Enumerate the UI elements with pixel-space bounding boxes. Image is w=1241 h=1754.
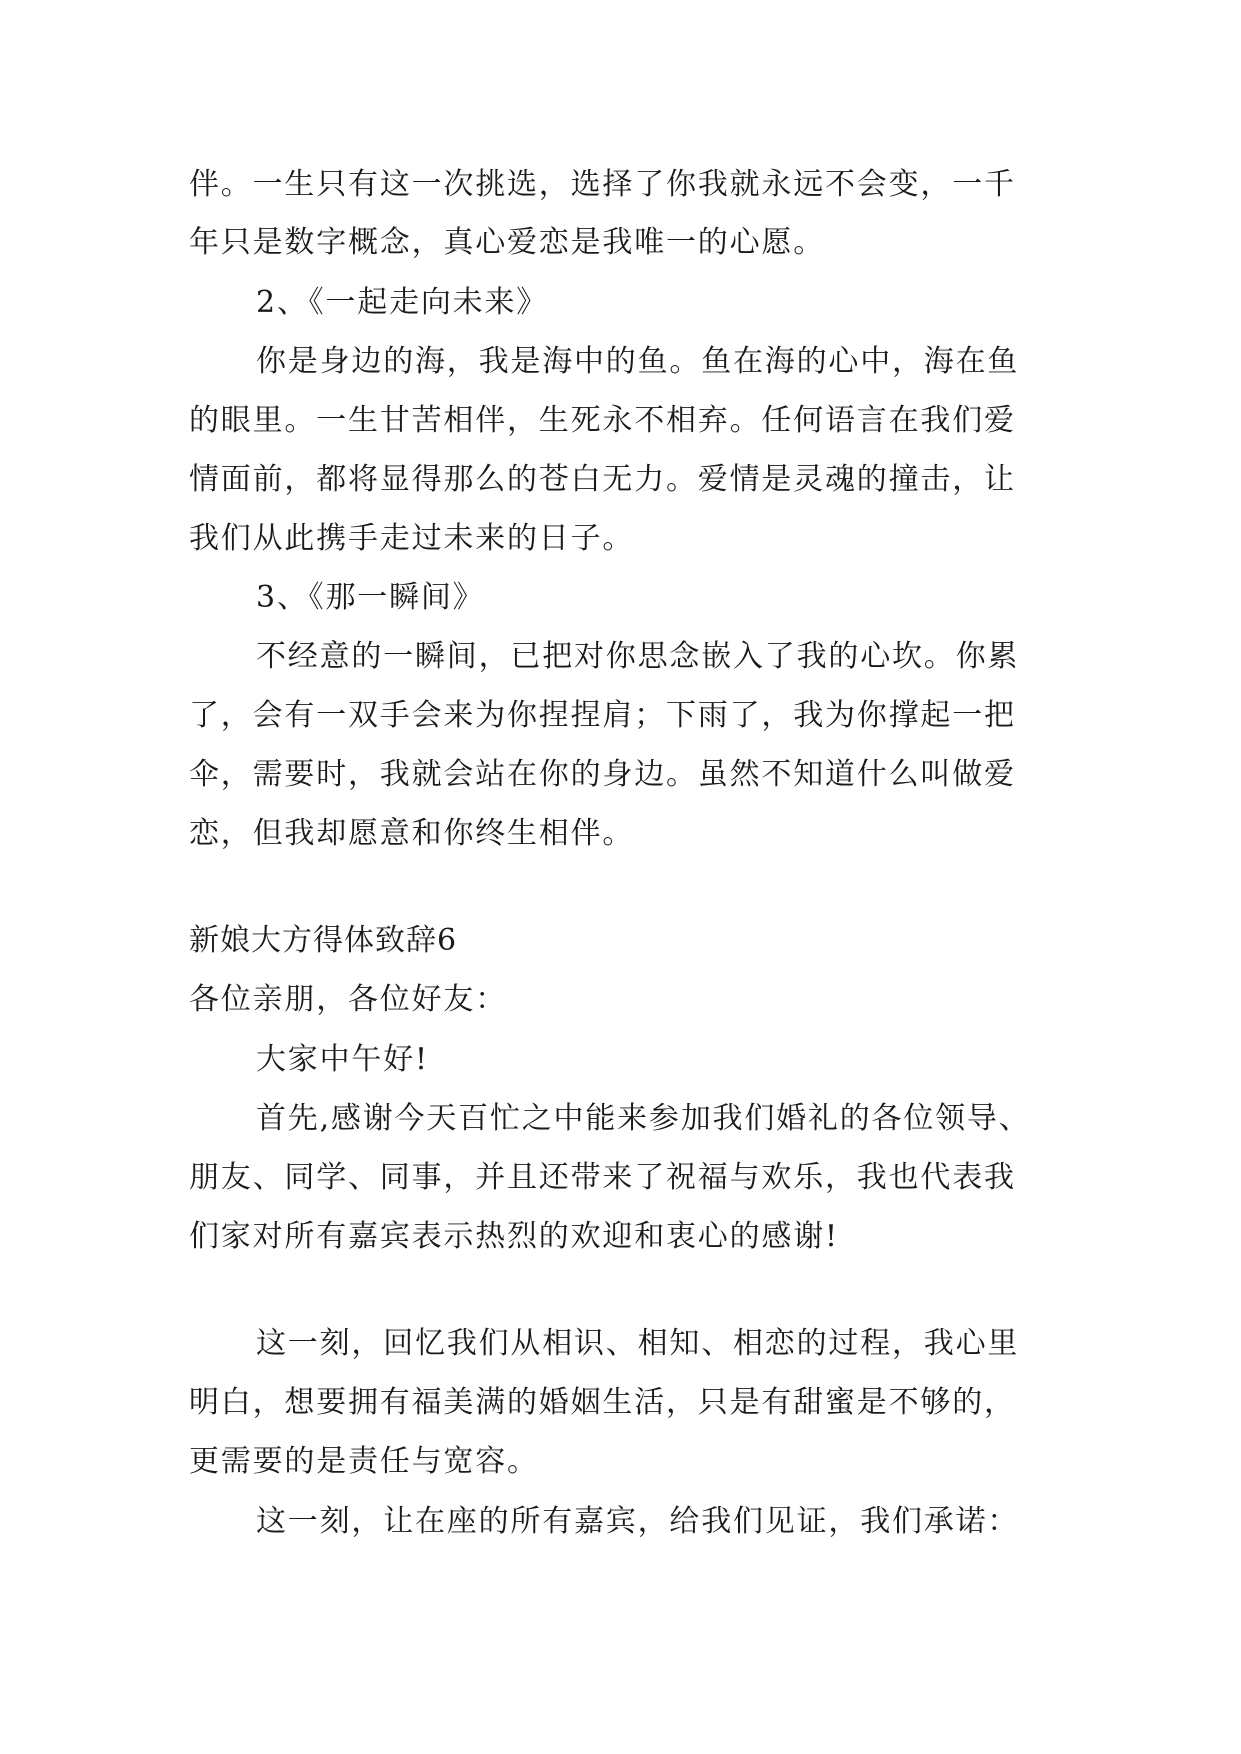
paragraph-line: 这一刻，回忆我们从相识、相知、相恋的过程，我心里 <box>256 1326 1020 1361</box>
poem-title-2: 2、《一起走向未来》 <box>256 285 549 320</box>
paragraph-line: 情面前，都将显得那么的苍白无力。爱情是灵魂的撞击，让 <box>189 462 1016 497</box>
paragraph-line: 你是身边的海，我是海中的鱼。鱼在海的心中，海在鱼 <box>256 344 1020 379</box>
paragraph-line: 不经意的一瞬间，已把对你思念嵌入了我的心坎。你累 <box>256 639 1020 674</box>
poem-title-3: 3、《那一瞬间》 <box>256 580 485 615</box>
paragraph-line: 首先,感谢今天百忙之中能来参加我们婚礼的各位领导、 <box>256 1101 1031 1136</box>
paragraph-line: 年只是数字概念，真心爱恋是我唯一的心愿。 <box>189 225 825 260</box>
section-heading: 新娘大方得体致辞6 <box>189 923 458 958</box>
paragraph-line: 朋友、同学、同事，并且还带来了祝福与欢乐，我也代表我 <box>189 1160 1016 1195</box>
paragraph-line: 了，会有一双手会来为你捏捏肩；下雨了，我为你撑起一把 <box>189 698 1016 733</box>
paragraph-line: 更需要的是责任与宽容。 <box>189 1444 539 1479</box>
paragraph-line: 伴。一生只有这一次挑选，选择了你我就永远不会变，一千 <box>189 167 1016 202</box>
greeting: 大家中午好! <box>256 1042 429 1077</box>
paragraph-line: 的眼里。一生甘苦相伴，生死永不相弃。任何语言在我们爱 <box>189 403 1016 438</box>
paragraph-line: 我们从此携手走过未来的日子。 <box>189 521 635 556</box>
paragraph-line: 这一刻，让在座的所有嘉宾，给我们见证，我们承诺： <box>256 1504 1020 1539</box>
paragraph-line: 明白，想要拥有福美满的婚姻生活，只是有甜蜜是不够的， <box>189 1385 1016 1420</box>
paragraph-line: 恋，但我却愿意和你终生相伴。 <box>189 816 635 851</box>
paragraph-line: 们家对所有嘉宾表示热烈的欢迎和衷心的感谢! <box>189 1219 839 1254</box>
salutation: 各位亲朋，各位好友： <box>189 982 507 1017</box>
paragraph-line: 伞，需要时，我就会站在你的身边。虽然不知道什么叫做爱 <box>189 757 1016 792</box>
